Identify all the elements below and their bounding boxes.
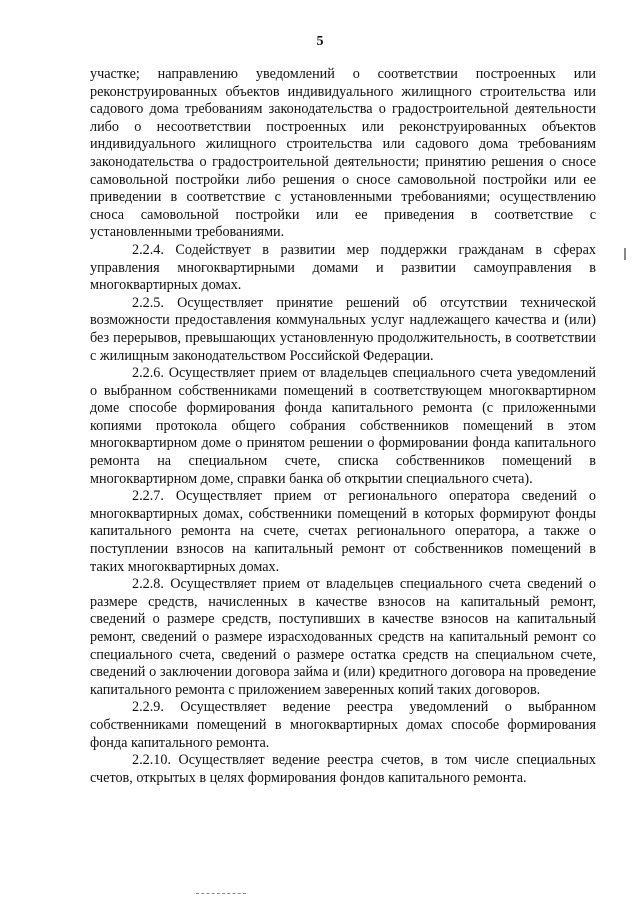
paragraph-2-2-4: 2.2.4. Содействует в развитии мер поддержки гражданам в сферах управления многоквартирными домами и развитии самоуправления в многоквартирных домах. xyxy=(90,241,596,294)
paragraph-continuation: участке; направлению уведомлений о соответствии построенных или реконструированных объектов индивидуального жилищного строительства или садового дома требованиям законодательства о градостроительной деятельности либо о несоответствии построенных или реконструированных объектов индивидуального жилищного строительства или садового дома требованиям законодательства о градостроительной деятельности; принятию решения о сносе самовольной постройки либо решения о сносе самовольной постройки или ее приведении в соответствие с установленными требованиями; осуществлению сноса самовольной постройки или ее приведения в соответствие с установленными требованиями. xyxy=(90,66,596,241)
paragraph-2-2-10: 2.2.10. Осуществляет ведение реестра счетов, в том числе специальных счетов, открытых в целях формирования фондов капитального ремонта. xyxy=(90,752,596,786)
paragraph-2-2-6: 2.2.6. Осуществляет прием от владельцев специального счета уведомлений о выбранном собственниками помещений в соответствующем многоквартирном доме способе формирования фонда капитального ремонта (с приложенными копиями протокола общего собрания собственников помещений в этом многоквартирном доме о принятом решении о формировании фонда капитального ремонта на специальном счете, списка собственников помещений в многоквартирном доме, справки банка об открытии специального счета). xyxy=(90,365,596,487)
scan-edge-mark xyxy=(624,248,626,260)
scan-bottom-mark xyxy=(196,893,246,895)
document-body xyxy=(90,66,596,787)
page-number: 5 xyxy=(316,34,324,49)
paragraph-2-2-8: 2.2.8. Осуществляет прием от владельцев специального счета сведений о размере средств, начисленных в качестве взносов на капитальный ремонт, сведений о размере средств, поступивших в качестве взносов на капитальный ремонт, сведений о размере израсходованных средств на капитальный ремонт со специального счета, сведений о размере остатка средств на специальном счете, сведений о заключении договора займа и (или) кредитного договора на проведение капитального ремонта с приложением заверенных копий таких договоров. xyxy=(90,576,596,698)
paragraph-2-2-7: 2.2.7. Осуществляет прием от регионального оператора сведений о многоквартирных домах, собственники помещений в которых формируют фонды капитального ремонта на счете, счетах регионального оператора, а также о поступлении взносов на капитальный ремонт от собственников помещений в таких многоквартирных домах. xyxy=(90,488,596,575)
paragraph-2-2-5: 2.2.5. Осуществляет принятие решений об отсутствии технической возможности предоставления коммунальных услуг надлежащего качества и (или) без перерывов, превышающих установленную продолжительность, в соответствии с жилищным законодательством Российской Федерации. xyxy=(90,294,596,364)
paragraph-2-2-9: 2.2.9. Осуществляет ведение реестра уведомлений о выбранном собственниками помещений в многоквартирных домах способе формирования фонда капитального ремонта. xyxy=(90,699,596,751)
